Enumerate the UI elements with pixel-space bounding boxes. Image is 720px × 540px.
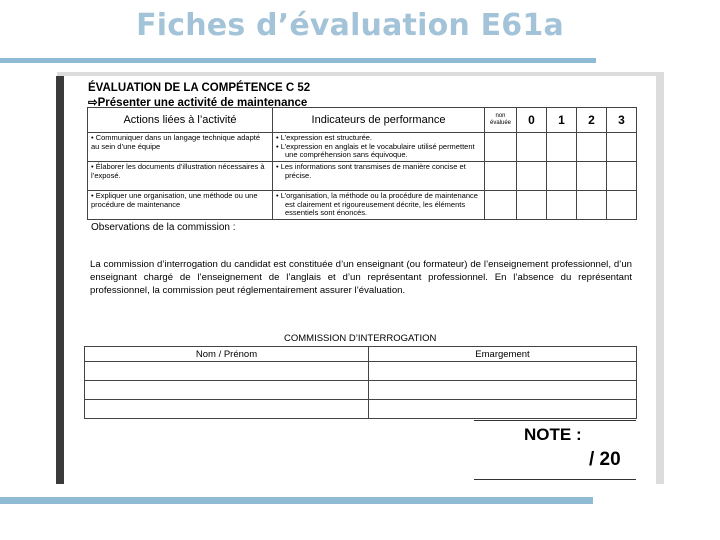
scanned-evaluation-form [64, 76, 656, 484]
indicator-text: • L’expression en anglais et le vocabulaire utilisé permettent une compréhension sans équivoque. [276, 141, 475, 159]
score-cell [547, 162, 577, 191]
note-score: / 20 [589, 449, 621, 470]
score-cell [607, 191, 637, 220]
indicator-cell [273, 162, 485, 191]
indicator-cell [273, 191, 485, 220]
score-cell [577, 133, 607, 162]
title-underline [0, 58, 596, 63]
header-score-3: 3 [607, 108, 637, 133]
score-cell [517, 133, 547, 162]
commission-empty-row [85, 400, 637, 419]
commission-table [84, 332, 637, 419]
commission-col-name: Nom / Prénom [85, 347, 369, 362]
score-cell [607, 162, 637, 191]
action-cell: • Élaborer les documents d’illustration nécessaires à l’exposé. [88, 162, 273, 191]
header-score-2: 2 [577, 108, 607, 133]
header-score-1: 1 [547, 108, 577, 133]
score-cell [485, 162, 517, 191]
evaluation-grid [87, 107, 637, 220]
header-actions: Actions liées à l’activité [88, 108, 273, 133]
score-cell [517, 191, 547, 220]
grid-header-row [88, 108, 637, 133]
header-non-evaluee: non évaluée [485, 108, 517, 133]
observations-label: Observations de la commission : [91, 222, 236, 233]
grid-row [88, 162, 637, 191]
indicator-cell [273, 133, 485, 162]
slide-title: Fiches d’évaluation E61a [136, 8, 564, 43]
score-cell [485, 133, 517, 162]
grid-row [88, 191, 637, 220]
commission-empty-row [85, 381, 637, 400]
indicator-text: • L’organisation, la méthode ou la procédure de maintenance est clairement et rigoureusement décrite, les éléments essentiels sont énoncés. [276, 191, 478, 217]
competence-subtitle: ⇨Présenter une activité de maintenance [88, 97, 308, 109]
score-cell [517, 162, 547, 191]
score-cell [577, 162, 607, 191]
commission-title: COMMISSION D’INTERROGATION [284, 333, 437, 344]
indicator-text: • Les informations sont transmises de manière concise et précise. [276, 162, 466, 180]
grid-row [88, 133, 637, 162]
note-label: NOTE : [524, 425, 582, 444]
score-cell [607, 133, 637, 162]
scanned-page-edge [56, 76, 64, 484]
commission-header-row [85, 347, 637, 362]
competence-title: ÉVALUATION DE LA COMPÉTENCE C 52 [88, 82, 311, 94]
action-cell: • Expliquer une organisation, une méthode ou une procédure de maintenance [88, 191, 273, 220]
commission-col-sign: Emargement [369, 347, 637, 362]
header-indicators: Indicateurs de performance [273, 108, 485, 133]
score-cell [577, 191, 607, 220]
score-cell [485, 191, 517, 220]
footer-rule [0, 497, 593, 504]
commission-paragraph: La commission d’interrogation du candidat est constituée d’un enseignant (ou formateur) de l’enseignement professionnel, d’un enseignant chargé de l’enseignement de l’anglais et d’un représentant professionnel. En l’absence du représentant professionnel, la commission peut réglementairement assurer l’évaluation. [90, 259, 632, 296]
action-cell: • Communiquer dans un langage technique adapté au sein d’une équipe [88, 133, 273, 162]
commission-empty-row [85, 362, 637, 381]
score-cell [547, 133, 577, 162]
indicator-text: • L’expression est structurée. [276, 133, 373, 142]
score-cell [547, 191, 577, 220]
header-score-0: 0 [517, 108, 547, 133]
